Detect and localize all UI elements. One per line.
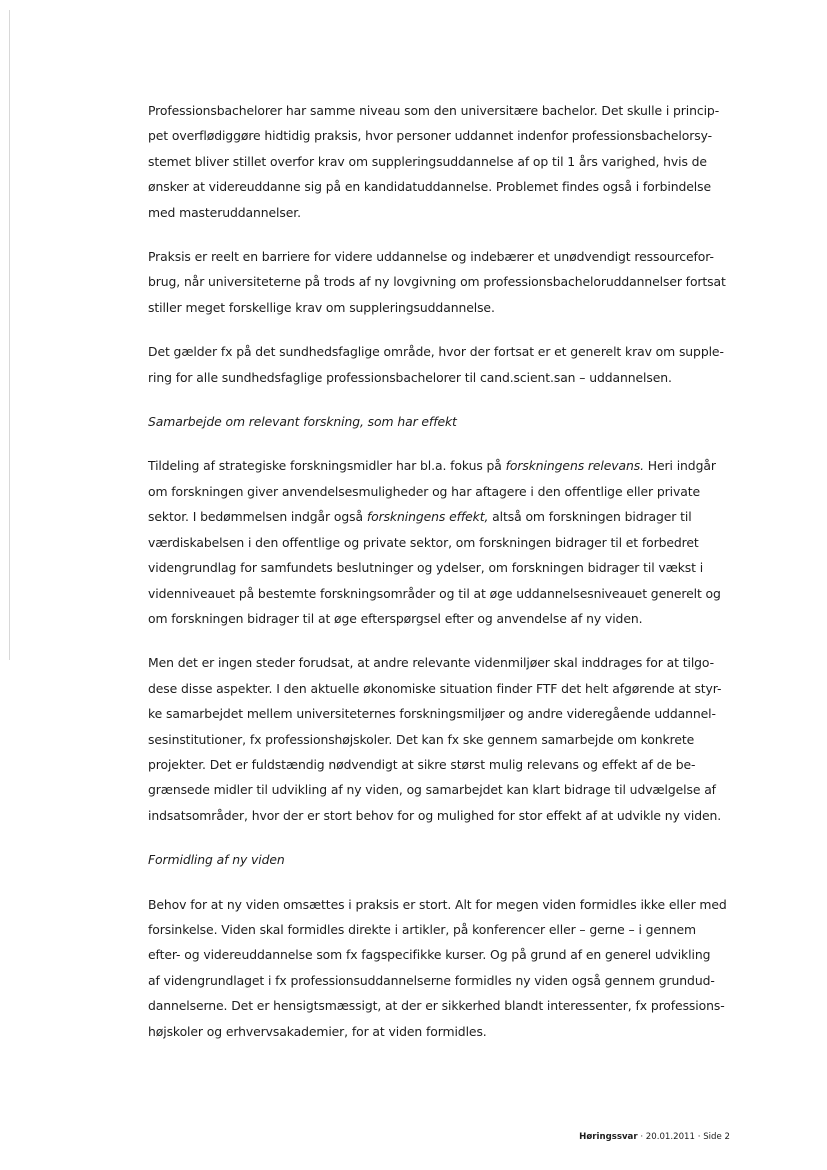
text-line: dannelserne. Det er hensigtsmæssigt, at der er sikkerhed blandt interessenter, fx professions- [148, 998, 725, 1014]
paragraph-4 [148, 453, 734, 631]
text-line: sesinstitutioner, fx professionshøjskoler. Det kan fx ske gennem samarbejde om konkrete [148, 731, 695, 747]
text-line: Professionsbachelorer har samme niveau som den universitære bachelor. Det skulle i princip- [148, 103, 720, 118]
text-line: Men det er ingen steder forudsat, at andre relevante videnmiljøer skal inddrages for at tilgo- [148, 655, 715, 671]
paragraph-2 [148, 244, 734, 320]
text-line: om forskningen bidrager til at øge efterspørgsel efter og anvendelse af ny viden. [148, 610, 643, 626]
text-line: værdiskabelsen i den offentlige og private sektor, om forskningen bidrager til et forbedret [148, 534, 699, 550]
document-body [148, 98, 734, 1063]
section-heading-research [148, 409, 734, 434]
section-heading-dissemination [148, 847, 734, 872]
text-line: indsatsområder, hvor der er stort behov for og mulighed for stor effekt af at udvikle ny viden. [148, 807, 722, 823]
text-segment: altså om forskningen bidrager til [488, 509, 692, 525]
paragraph-1 [148, 98, 734, 225]
text-line: med masteruddannelser. [148, 204, 301, 220]
text-line: ke samarbejdet mellem universiteternes forskningsmiljøer og andre videregående uddannel- [148, 706, 716, 722]
emphasis-text: forskningens effekt, [366, 509, 489, 525]
text-line: videnniveauet på bestemte forskningsområder og til at øge uddannelsesniveauet generelt og [148, 585, 721, 601]
text-line: ring for alle sundhedsfaglige professionsbachelorer til cand.scient.san – uddannelsen. [148, 369, 672, 385]
page-footer [579, 1132, 730, 1142]
text-line: ønsker at videreuddanne sig på en kandidatuddannelse. Problemet findes også i forbindelse [148, 179, 712, 195]
text-line: videngrundlag for samfundets beslutninger og ydelser, om forskningen bidrager til vækst i [148, 560, 704, 576]
paragraph-6 [148, 892, 734, 1044]
text-segment: sektor. I bedømmelsen indgår også [148, 509, 367, 525]
text-line: om forskningen giver anvendelsesmuligheder og har aftagere i den offentlige eller private [148, 483, 700, 499]
footer-document-type: Høringssvar [579, 1132, 638, 1142]
text-line [148, 504, 734, 529]
text-line: dese disse aspekter. I den aktuelle økonomiske situation finder FTF det helt afgørende at styr- [148, 680, 722, 696]
emphasis-text: forskningens relevans. [505, 458, 644, 474]
text-line: projekter. Det er fuldstændig nødvendigt at sikre størst mulig relevans og effekt af de be- [148, 756, 696, 772]
text-line: efter- og videreuddannelse som fx fagspecifikke kurser. Og på grund af en generel udvikling [148, 947, 711, 963]
text-segment: Tildeling af strategiske forskningsmidler har bl.a. fokus på [148, 458, 506, 474]
heading-text: Samarbejde om relevant forskning, som har effekt [148, 414, 457, 430]
text-line: brug, når universiteterne på trods af ny lovgivning om professionsbacheloruddannelser fortsat [148, 274, 726, 290]
scan-edge-line [9, 10, 10, 660]
text-line [148, 453, 734, 478]
footer-page-number: Side 2 [703, 1132, 730, 1142]
text-line: Praksis er reelt en barriere for videre uddannelse og indebærer et unødvendigt ressourcefor- [148, 249, 714, 265]
paragraph-5 [148, 650, 734, 828]
text-line: Behov for at ny viden omsættes i praksis er stort. Alt for megen viden formidles ikke eller med [148, 896, 727, 912]
text-segment: Heri indgår [643, 458, 716, 474]
text-line: stiller meget forskellige krav om suppleringsuddannelse. [148, 299, 495, 315]
text-line: pet overflødiggøre hidtidig praksis, hvor personer uddannet indenfor professionsbachelorsy- [148, 128, 712, 144]
text-line: af videngrundlaget i fx professionsuddannelserne formidles ny viden også gennem grundud- [148, 972, 715, 988]
text-line: Det gælder fx på det sundhedsfaglige område, hvor der fortsat er et generelt krav om supple- [148, 344, 724, 360]
text-line: stemet bliver stillet overfor krav om suppleringsuddannelse af op til 1 års varighed, hvis de [148, 153, 707, 169]
text-line: grænsede midler til udvikling af ny viden, og samarbejdet kan klart bidrage til udvælgelse af [148, 782, 716, 798]
paragraph-3 [148, 339, 734, 390]
heading-text: Formidling af ny viden [148, 852, 285, 868]
text-line: forsinkelse. Viden skal formidles direkte i artikler, på konferencer eller – gerne – i gennem [148, 921, 696, 937]
footer-date: · 20.01.2011 · [637, 1132, 704, 1142]
text-line: højskoler og erhvervsakademier, for at viden formidles. [148, 1023, 487, 1039]
